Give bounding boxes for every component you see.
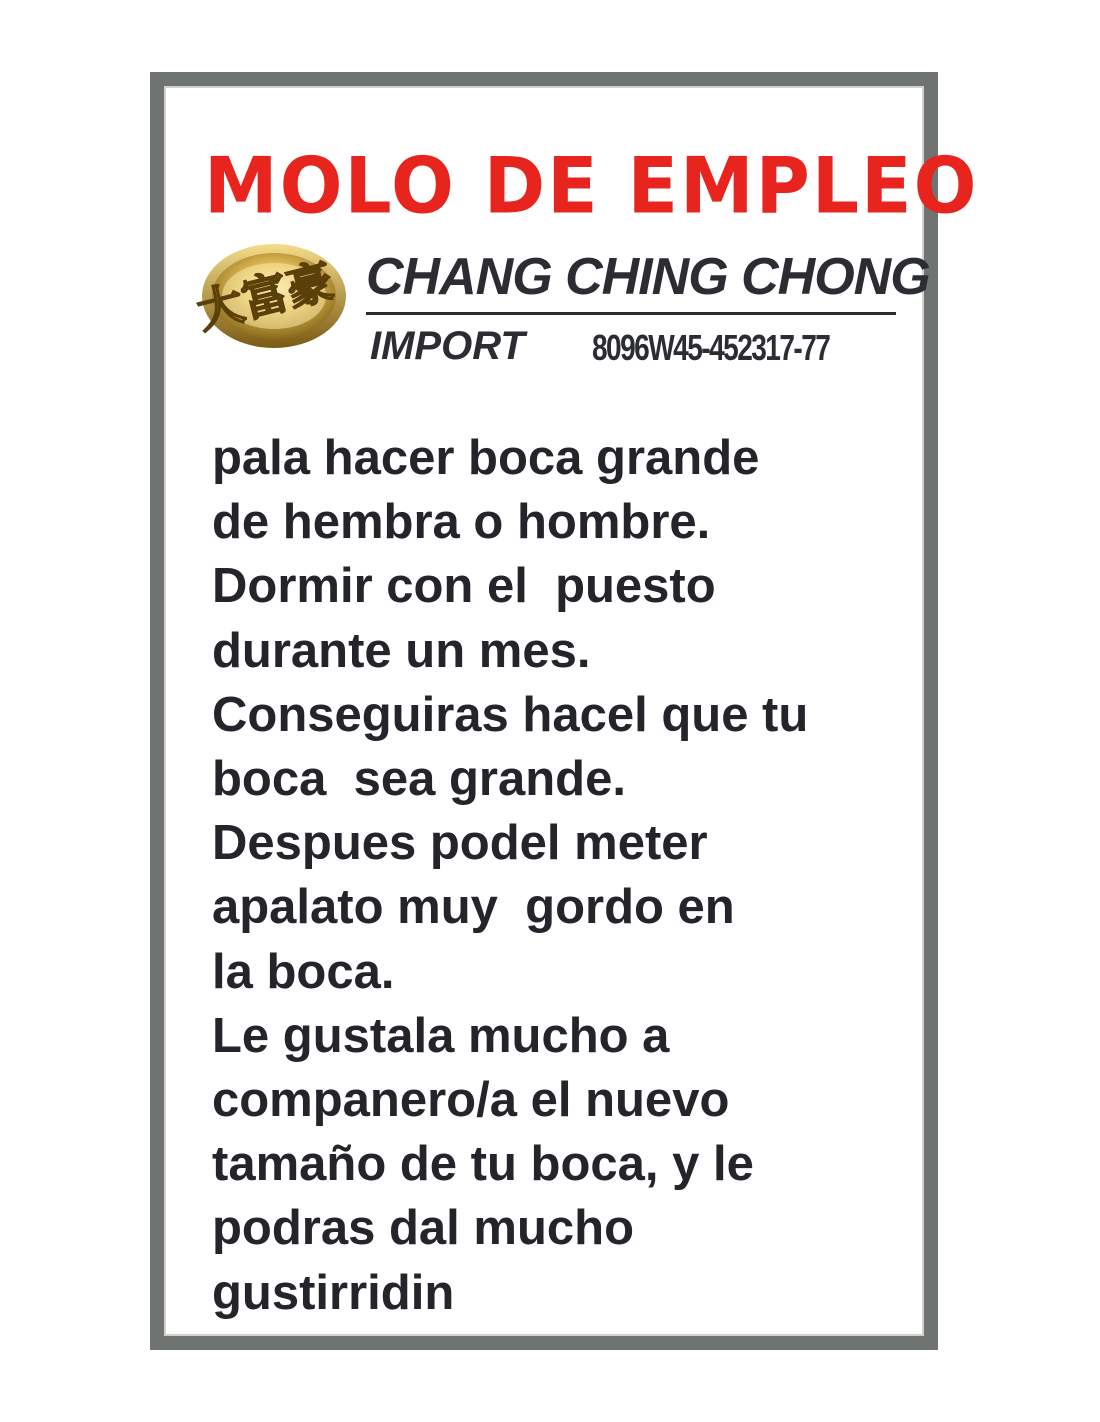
instructions-text (212, 426, 912, 1325)
text-line: Despues podel meter (212, 816, 708, 871)
company-name: CHANG CHING CHONG (366, 248, 930, 306)
text-line: boca sea grande. (212, 752, 626, 807)
text-line: la boca. (212, 944, 395, 999)
text-line: Conseguiras hacel que tu (212, 687, 809, 742)
text-line: durante un mes. (212, 623, 591, 678)
instruction-card (150, 72, 979, 1350)
card-title: MOLO DE EMPLEO (204, 140, 979, 232)
text-line: Dormir con el puesto (212, 559, 716, 614)
text-line: Le gustala mucho a (212, 1008, 670, 1063)
reference-code: 8096W45-452317-77 (592, 327, 830, 368)
division-label: IMPORT (370, 324, 525, 368)
text-line: tamaño de tu boca, y le (212, 1137, 754, 1192)
brand-logo-icon (186, 234, 356, 354)
text-line: podras dal mucho (212, 1201, 635, 1256)
text-line: companero/a el nuevo (212, 1073, 730, 1128)
text-line: gustirridin (212, 1265, 455, 1320)
logo-lettering: 大富豪 (191, 253, 339, 340)
text-line: pala hacer boca grande (212, 431, 760, 485)
text-line: de hembra o hombre. (212, 495, 711, 550)
text-line: apalato muy gordo en (212, 880, 735, 935)
company-underline (366, 312, 896, 315)
